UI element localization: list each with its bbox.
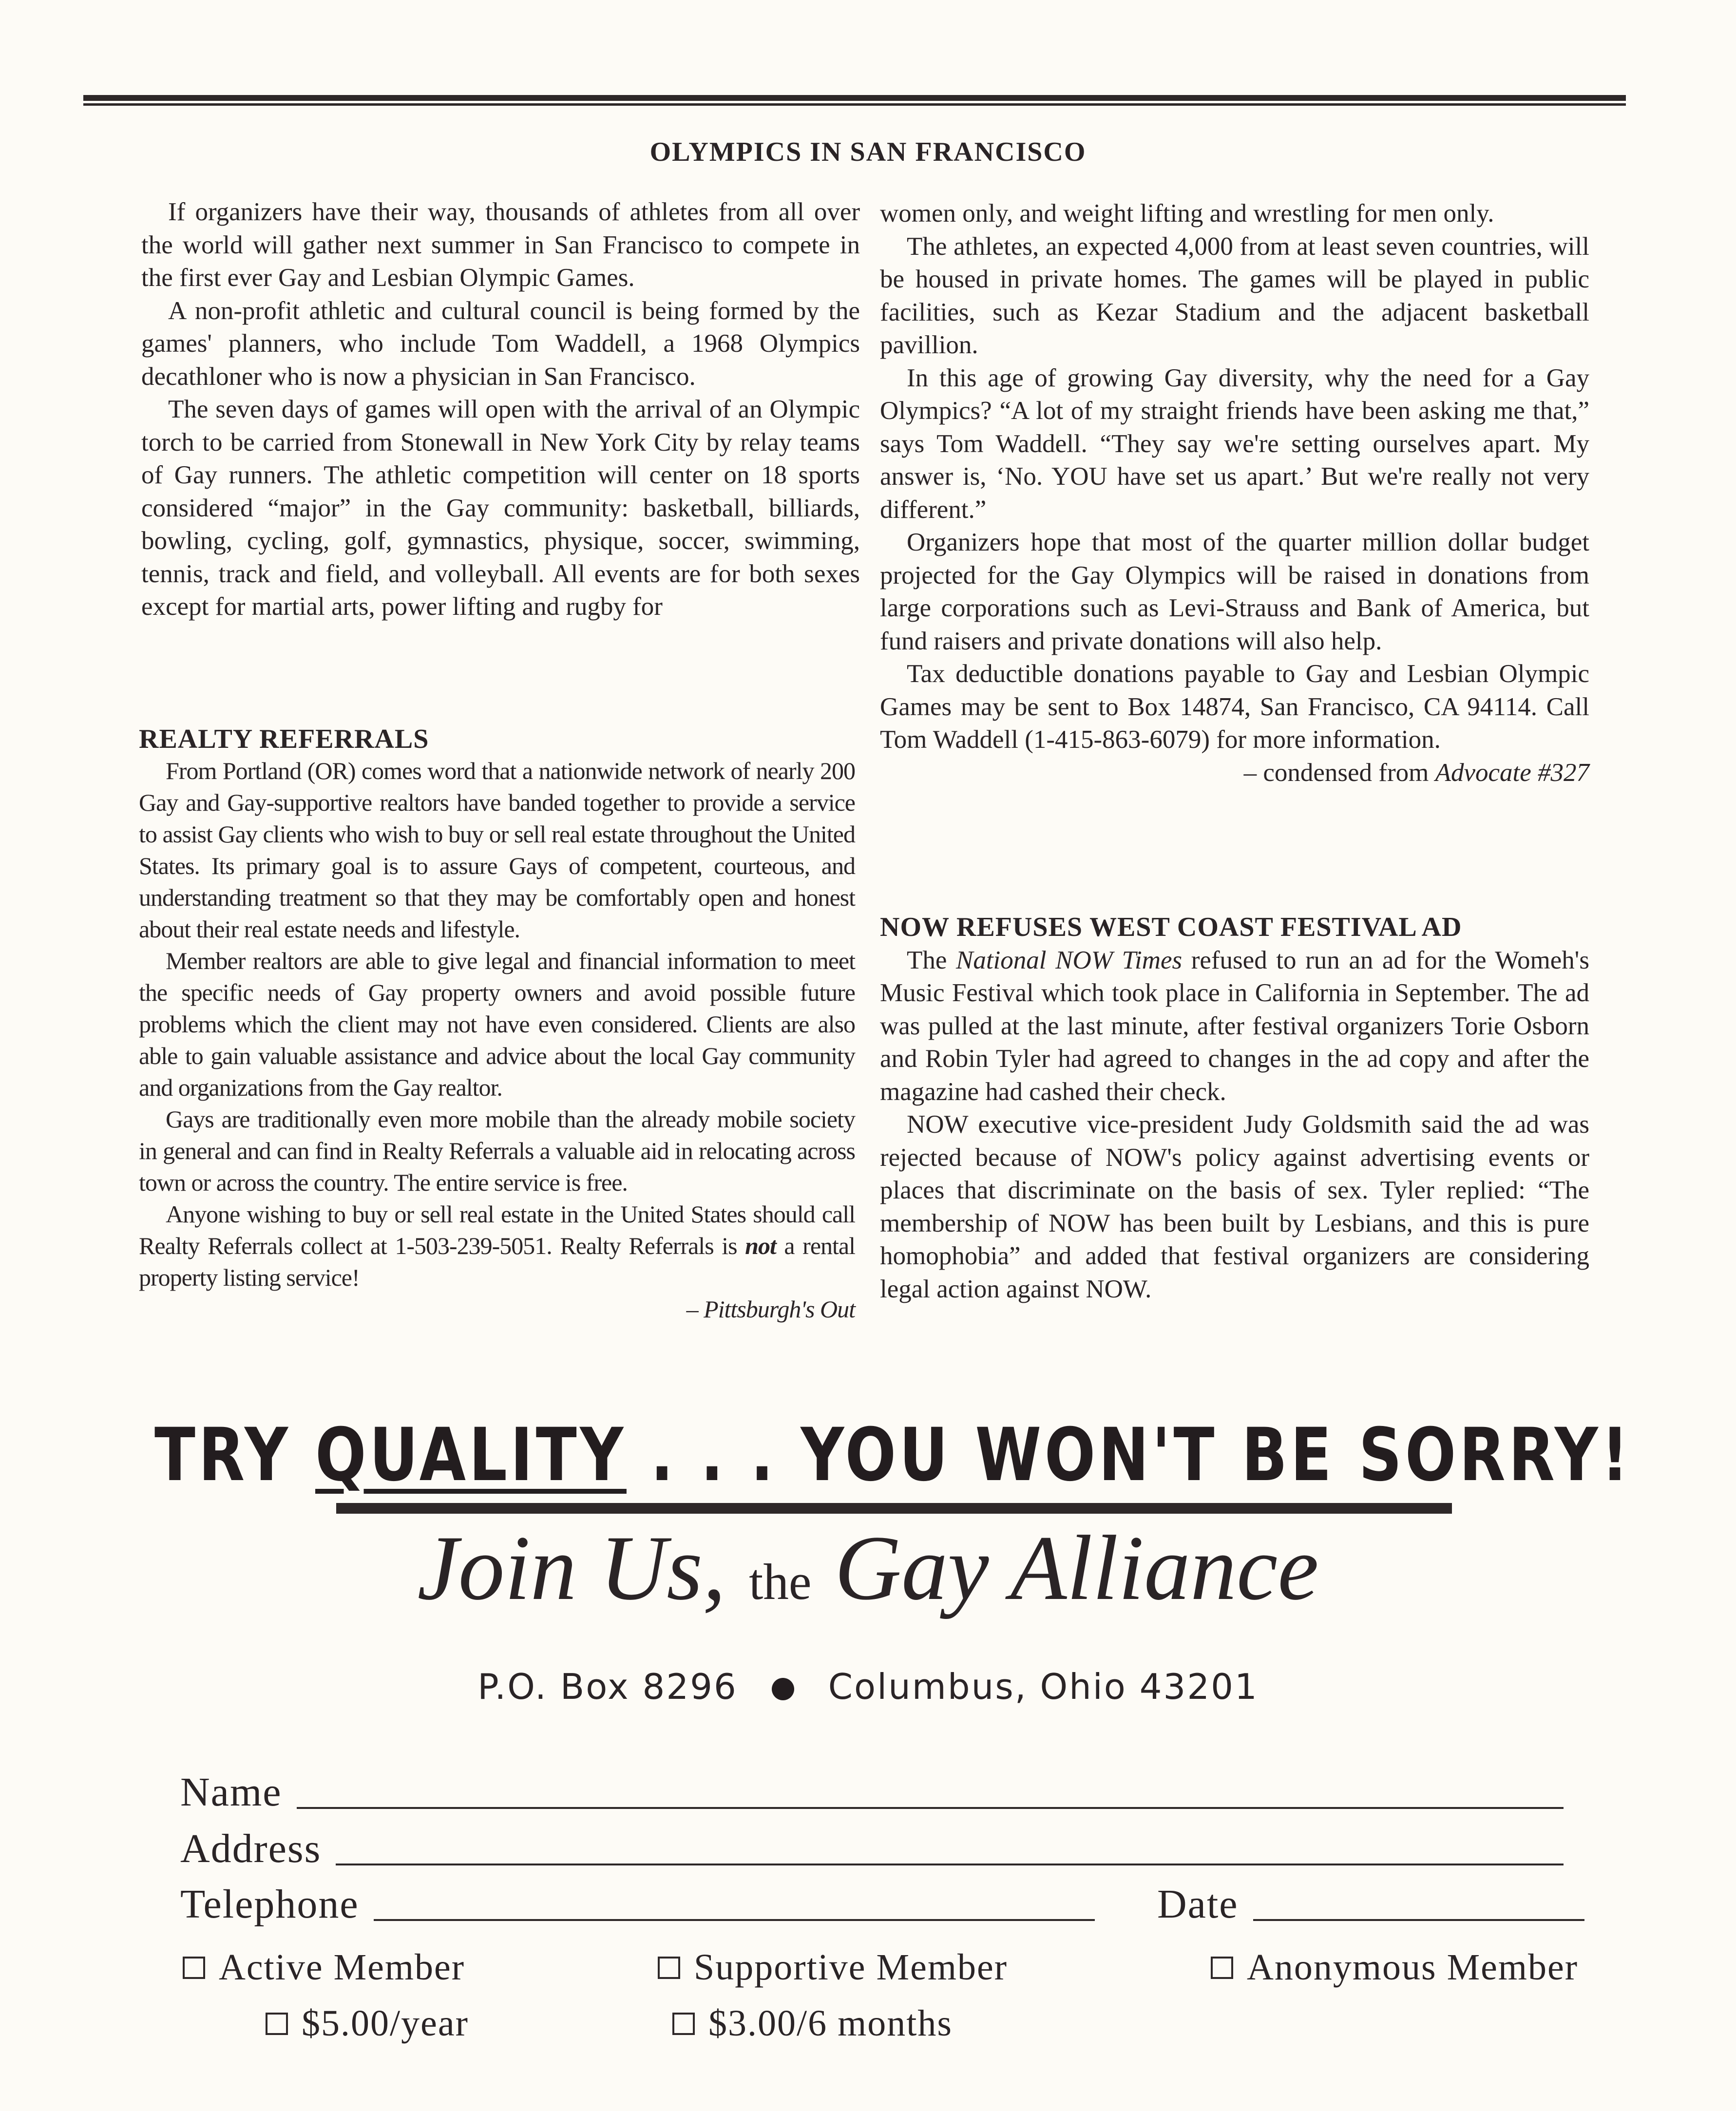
- bullet-icon: [772, 1678, 794, 1700]
- date-line[interactable]: [1253, 1919, 1584, 1921]
- paragraph: The seven days of games will open with the arrival of an Olympic torch to be carried from Stonewall in New York City by relay teams of Gay runners. The athletic competition will center on 18 sports considered “major” in the Gay community: basketball, billiards, bowling, cycling, golf, gymnastics, physique, soccer, swimming, tennis, track and field, and volleyball. All events are for both sexes except for martial arts, power lifting and rugby for: [141, 395, 860, 621]
- paragraph: [880, 944, 1589, 1109]
- checkbox-icon[interactable]: [266, 2013, 288, 2035]
- name-line[interactable]: [297, 1807, 1564, 1809]
- ad-divider: [336, 1503, 1452, 1514]
- paragraph: women only, and weight lifting and wrestling for men only.: [880, 199, 1494, 228]
- headline-text: TRY: [154, 1413, 316, 1498]
- now-title: NOW REFUSES WEST COAST FESTIVAL AD: [880, 912, 1462, 942]
- city: Columbus, Ohio 43201: [828, 1666, 1259, 1707]
- checkbox-icon[interactable]: [658, 1957, 680, 1979]
- realty-credit: [139, 1293, 855, 1325]
- checkbox-icon[interactable]: [1211, 1957, 1233, 1979]
- address-label: Address: [180, 1826, 322, 1871]
- credit-source: Advocate #327: [1435, 758, 1589, 787]
- headline-quality: QUALITY: [315, 1413, 627, 1498]
- paragraph: From Portland (OR) comes word that a nationwide network of nearly 200 Gay and Gay-supportive realtors have banded together to provide a service to assist Gay clients who wish to buy or sell real estate throughout the United States. Its primary goal is to assure Gays of competent, courteous, and understanding treatment so that they may be comfortably open and honest about their real estate needs and lifestyle.: [139, 757, 855, 943]
- name-field[interactable]: [180, 1769, 1564, 1816]
- credit-source: – Pittsburgh's Out: [686, 1295, 855, 1323]
- publication-name: National NOW Times: [955, 946, 1183, 974]
- olympics-article-right: [880, 197, 1589, 789]
- checkbox-icon[interactable]: [183, 1957, 205, 1979]
- address-field[interactable]: [180, 1825, 1564, 1872]
- name-label: Name: [180, 1769, 282, 1815]
- paragraph: Organizers hope that most of the quarter million dollar budget projected for the Gay Olympics will be raised in donations from large corporations such as Levi-Strauss and Bank of America, but fund raisers and private donations will also help.: [880, 528, 1589, 655]
- ad-headline: [154, 1413, 1632, 1498]
- telephone-label: Telephone: [180, 1882, 359, 1927]
- mailing-address: [0, 1666, 1736, 1707]
- now-article: [880, 911, 1589, 1306]
- join-text: Join Us: [417, 1517, 703, 1619]
- realty-article: [139, 723, 855, 1325]
- paragraph: Member realtors are able to give legal and financial information to meet the specific needs of Gay property owners and avoid possible future problems which the client may not have even considered. Clients are also able to gain valuable assistance and advice about the local Gay community and organizations from the Gay realtor.: [139, 947, 855, 1101]
- address-line[interactable]: [336, 1864, 1564, 1865]
- paragraph: If organizers have their way, thousands of athletes from all over the world will gather next summer in San Francisco to compete in the first ever Gay and Lesbian Olympic Games.: [141, 198, 860, 292]
- paragraph-text: a rental property listing service!: [139, 1232, 855, 1291]
- olympics-title: OLYMPICS IN SAN FRANCISCO: [649, 137, 1087, 167]
- join-us-logo: [0, 1515, 1736, 1621]
- paragraph-text: refused to run an ad for the Womeh's Music Festival which took place in California in September. The ad was pulled at the last minute, after festival organizers Torie Osborn and Robin Tyler had agreed to changes in the ad copy and after the magazine had cashed their check.: [880, 946, 1589, 1106]
- telephone-line[interactable]: [374, 1919, 1095, 1921]
- checkbox-yearly-dues[interactable]: [266, 2002, 469, 2045]
- paragraph-text: The: [907, 946, 956, 974]
- checkbox-label: $3.00/6 months: [708, 2003, 953, 2044]
- alliance-text: Gay Alliance: [811, 1517, 1319, 1619]
- the-text: the: [749, 1553, 812, 1610]
- top-rule: [83, 95, 1626, 101]
- checkbox-six-month-dues[interactable]: [672, 2002, 953, 2045]
- olympics-article-left: [141, 196, 860, 722]
- headline-text: . . . YOU WON'T BE SORRY!: [626, 1413, 1632, 1498]
- checkbox-label: Supportive Member: [694, 1947, 1008, 1988]
- checkbox-label: Anonymous Member: [1247, 1947, 1579, 1988]
- paragraph: Gays are traditionally even more mobile than the already mobile society in general and can find in Realty Referrals a valuable aid in relocating across town or across the country. The entire service is free.: [139, 1105, 855, 1196]
- checkbox-supportive-member[interactable]: [658, 1946, 1008, 1989]
- checkbox-label: Active Member: [219, 1947, 465, 1988]
- telephone-field[interactable]: [180, 1881, 1095, 1928]
- date-field[interactable]: [1157, 1881, 1584, 1928]
- checkbox-anonymous-member[interactable]: [1211, 1946, 1578, 1989]
- checkbox-label: $5.00/year: [302, 2003, 469, 2044]
- olympics-credit: [880, 757, 1589, 790]
- paragraph: [139, 1198, 855, 1293]
- checkbox-active-member[interactable]: [183, 1946, 465, 1989]
- emphasis: not: [745, 1232, 776, 1259]
- top-rule-thin: [83, 103, 1626, 106]
- po-box: P.O. Box 8296: [477, 1666, 738, 1707]
- paragraph: In this age of growing Gay diversity, why the need for a Gay Olympics? “A lot of my straight friends have been asking me that,” says Tom Waddell. “They say we're setting ourselves apart. My answer is, ‘No. YOU have set us apart.’ But we're really not very different.”: [880, 363, 1589, 524]
- paragraph: The athletes, an expected 4,000 from at least seven countries, will be housed in private homes. The games will be played in public facilities, such as Kezar Stadium and the adjacent basketball pavillion.: [880, 232, 1589, 359]
- paragraph: Tax deductible donations payable to Gay and Lesbian Olympic Games may be sent to Box 14874, San Francisco, CA 94114. Call Tom Waddell (1-415-863-6079) for more information.: [880, 660, 1589, 754]
- paragraph: A non-profit athletic and cultural council is being formed by the games' planners, who include Tom Waddell, a 1968 Olympics decathloner who is now a physician in San Francisco.: [141, 296, 860, 391]
- checkbox-icon[interactable]: [672, 2013, 695, 2035]
- paragraph-text: Anyone wishing to buy or sell real estate in the United States should call Realty Referrals collect at 1-503-239-5051. Realty Referrals is: [139, 1200, 855, 1259]
- date-label: Date: [1157, 1882, 1239, 1927]
- comma: ,: [703, 1517, 749, 1619]
- realty-title: REALTY REFERRALS: [139, 724, 429, 754]
- paragraph: NOW executive vice-president Judy Goldsmith said the ad was rejected because of NOW's policy against advertising events or places that discriminate on the basis of sex. Tyler replied: “The membership of NOW has been built by Lesbians, and this is pure homophobia” and added that festival organizers are considering legal action against NOW.: [880, 1110, 1589, 1303]
- credit-prefix: – condensed from: [1243, 758, 1435, 787]
